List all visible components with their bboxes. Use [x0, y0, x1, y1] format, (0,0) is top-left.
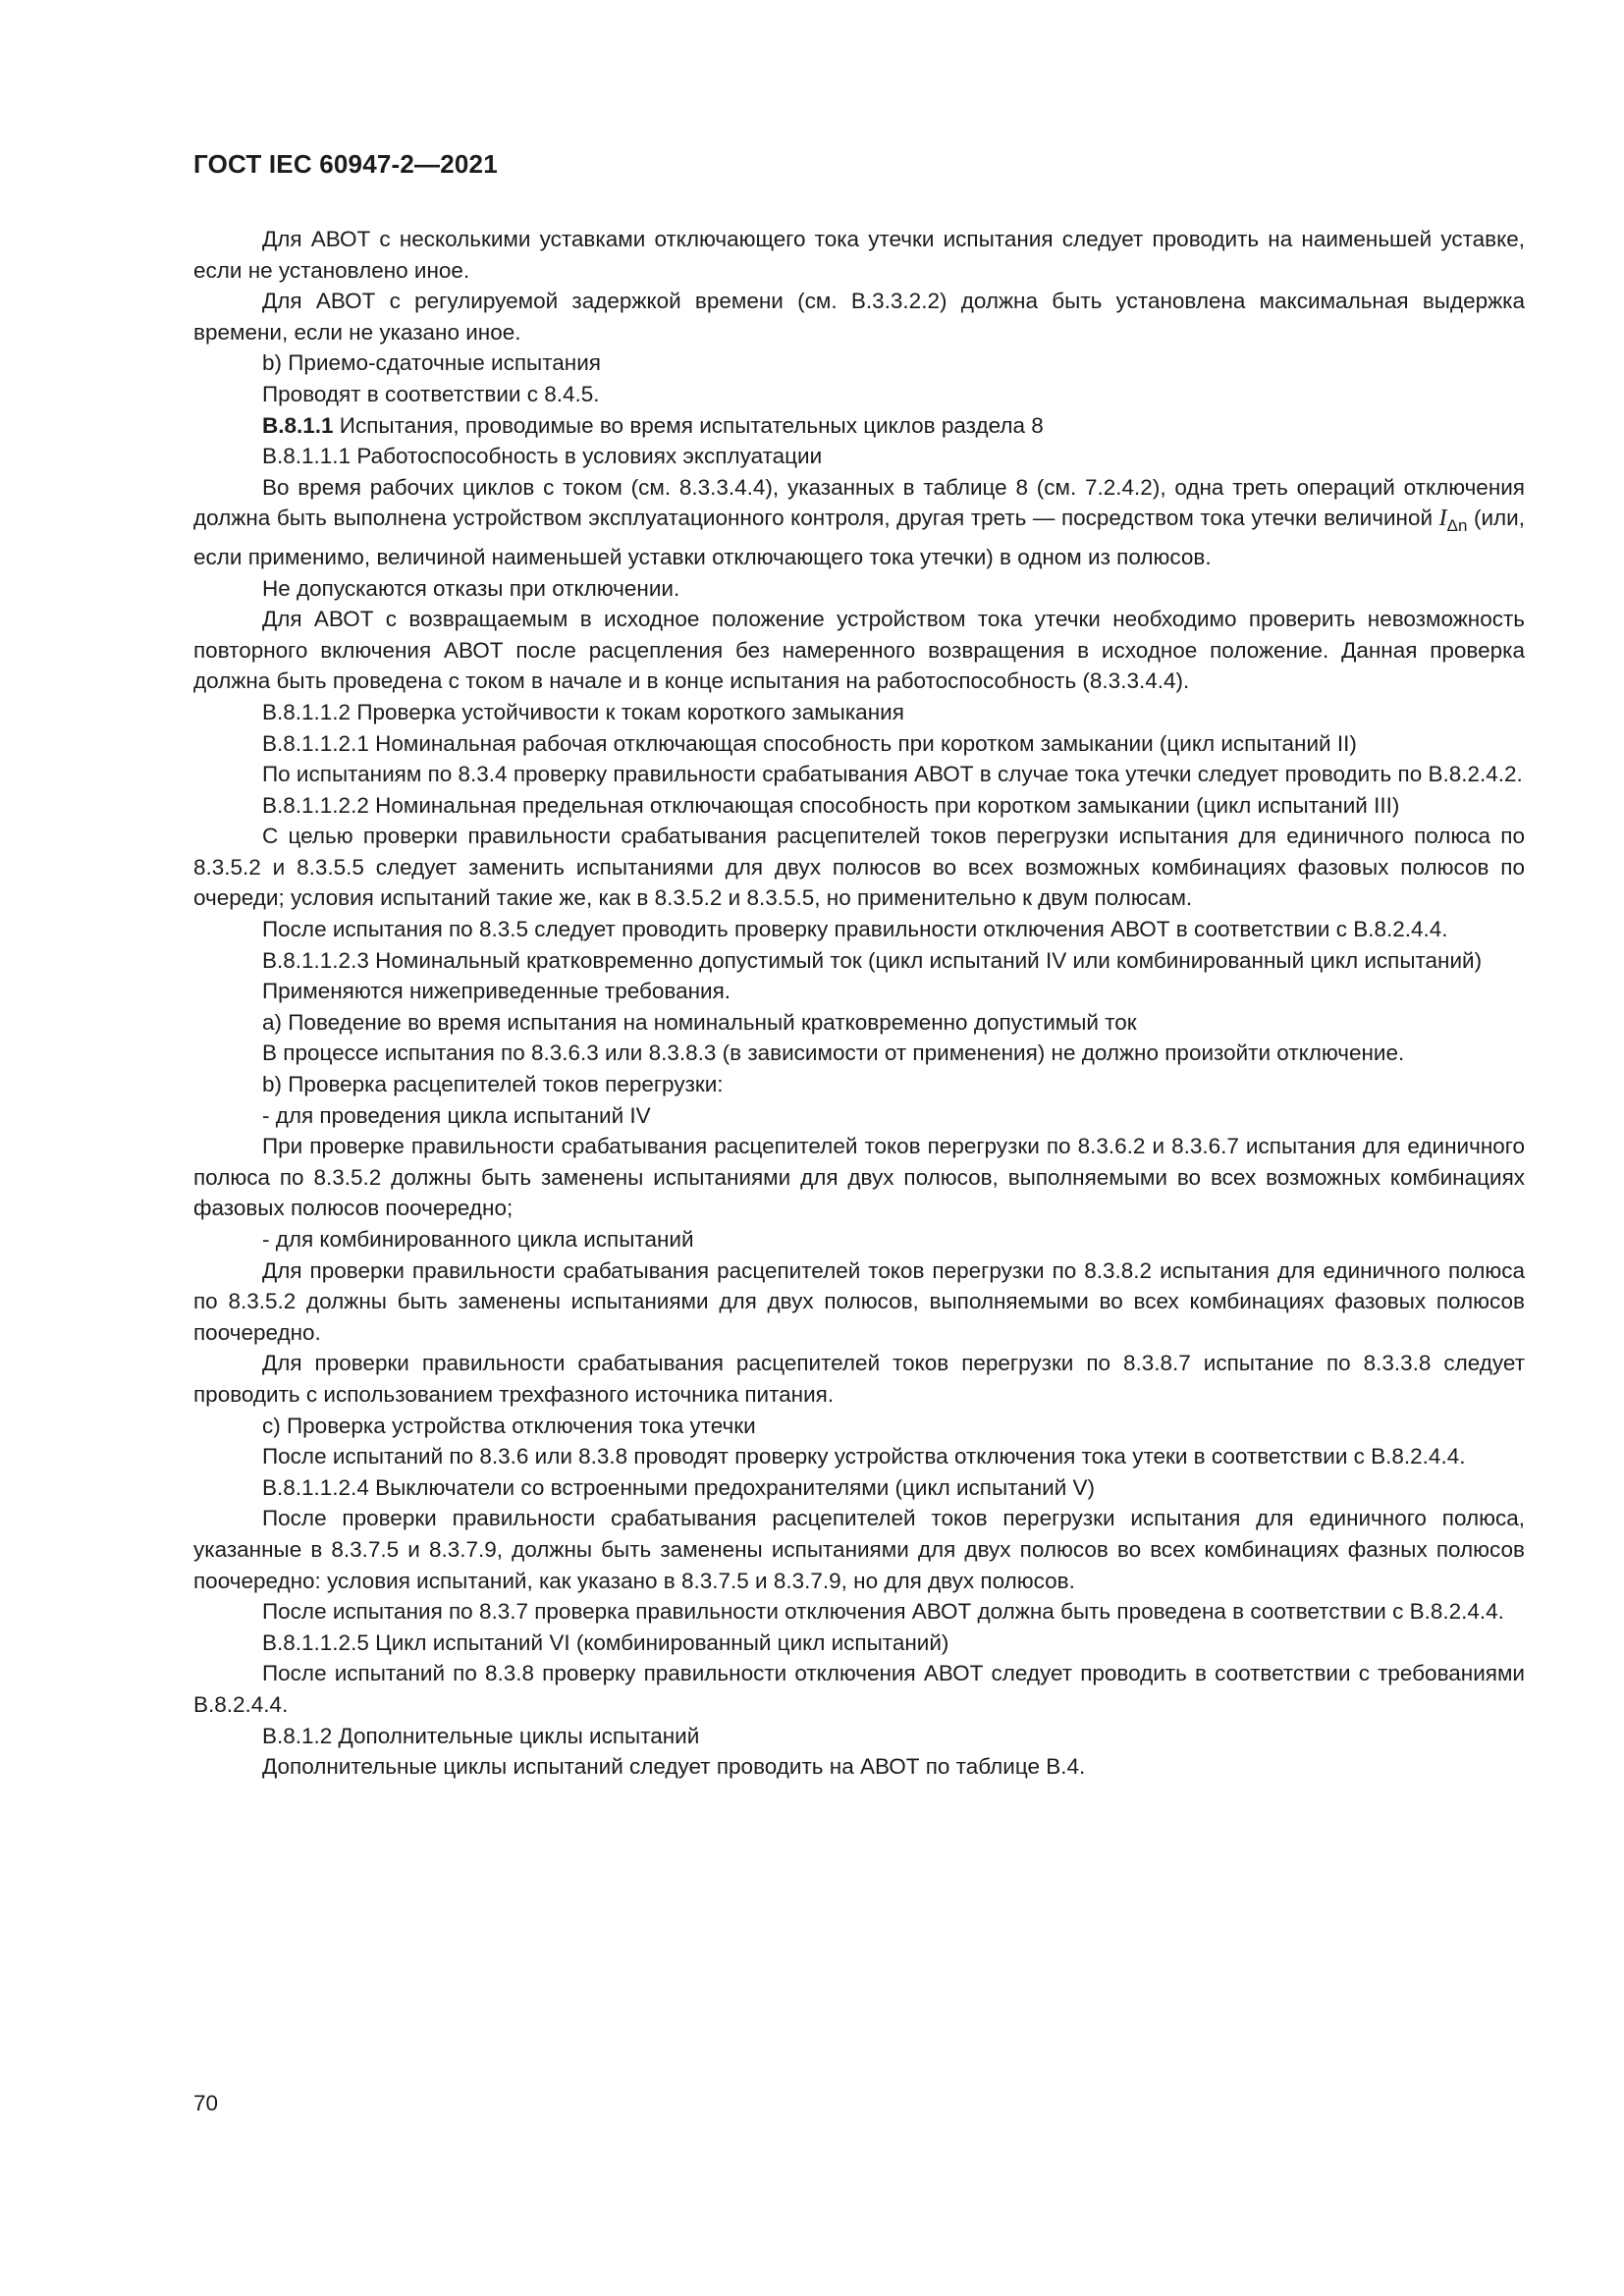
- paragraph: Проводят в соответствии с 8.4.5.: [262, 381, 600, 406]
- paragraph: После испытания по 8.3.7 проверка правильности отключения АВОТ должна быть проведена в соответствии с B.8.2.4.4.: [262, 1599, 1504, 1625]
- paragraph: Во время рабочих циклов с током (см. 8.3.3.4.4), указанных в таблице 8 (см. 7.2.4.2), одна треть операций отключения должна быть выполнена устройством эксплуатационного контроля, другая треть — посредством тока утечки величиной $I_{\Delta n}$ (или, если применимо, величиной наименьшей уставки отключающего тока утечки) в одном из полюсов.: [193, 474, 1525, 569]
- paragraph: Для проверки правильности срабатывания расцепителей токов перегрузки по 8.3.8.2 испытания для единичного полюса по 8.3.5.2 должны быть заменены испытаниями для двух полюсов, выполняемыми во всех комбинациях фазовых полюсов поочередно.: [193, 1257, 1525, 1345]
- paragraph: Для проверки правильности срабатывания расцепителей токов перегрузки по 8.3.8.7 испытание по 8.3.3.8 следует проводить с использованием трехфазного источника питания.: [193, 1351, 1525, 1407]
- subsection-heading: B.8.1.1.2.1 Номинальная рабочая отключающая способность при коротком замыкании (цикл испытаний II): [262, 730, 1357, 756]
- paragraph: При проверке правильности срабатывания расцепителей токов перегрузки по 8.3.6.2 и 8.3.6.7 испытания для единичного полюса по 8.3.5.2 должны быть заменены испытаниями для двух полюсов, выполняемыми во всех возможных комбинациях фазовых полюсов поочередно;: [193, 1134, 1525, 1221]
- paragraph: После испытаний по 8.3.8 проверку правильности отключения АВОТ следует проводить в соответствии с требованиями B.8.2.4.4.: [193, 1661, 1525, 1717]
- subsection-heading: B.8.1.2 Дополнительные циклы испытаний: [262, 1723, 700, 1748]
- subsection-heading: B.8.1.1.1 Работоспособность в условиях эксплуатации: [262, 444, 823, 469]
- paragraph: После проверки правильности срабатывания расцепителей токов перегрузки испытания для единичного полюса, указанные в 8.3.7.5 и 8.3.7.9, должны быть заменены испытаниями для двух полюсов во всех комбинациях фазных полюсов поочередно: условия испытаний, как указано в 8.3.7.5 и 8.3.7.9, но для двух полюсов.: [193, 1506, 1525, 1593]
- page-number: 70: [193, 2091, 219, 2115]
- subsection-heading: B.8.1.1.2.4 Выключатели со встроенными предохранителями (цикл испытаний V): [262, 1474, 1096, 1500]
- list-item: b) Приемо-сдаточные испытания: [262, 350, 601, 376]
- list-item: a) Поведение во время испытания на номинальный кратковременно допустимый ток: [262, 1009, 1137, 1035]
- document-header-title: ГОСТ IEC 60947-2—2021: [193, 149, 498, 179]
- document-body: [193, 224, 1525, 1783]
- list-item: - для проведения цикла испытаний IV: [262, 1102, 651, 1128]
- rated-residual-current-symbol: I: [1438, 506, 1447, 532]
- paragraph: После испытания по 8.3.5 следует проводить проверку правильности отключения АВОТ в соответствии с B.8.2.4.4.: [262, 917, 1448, 942]
- section-title: Испытания, проводимые во время испытательных циклов раздела 8: [333, 412, 1044, 438]
- symbol-subscript: Δn: [1446, 516, 1468, 536]
- section-heading: [193, 410, 1525, 442]
- paragraph: Дополнительные циклы испытаний следует проводить на АВОТ по таблице B.4.: [262, 1754, 1086, 1780]
- subsection-heading: B.8.1.1.2.2 Номинальная предельная отключающая способность при коротком замыкании (цикл испытаний III): [262, 792, 1400, 818]
- subsection-heading: B.8.1.1.2 Проверка устойчивости к токам короткого замыкания: [262, 699, 904, 724]
- list-item: - для комбинированного цикла испытаний: [262, 1227, 694, 1252]
- paragraph: Для АВОТ с возвращаемым в исходное положение устройством тока утечки необходимо проверить невозможность повторного включения АВОТ после расцепления без намеренного возвращения в исходное положение. Данная проверка должна быть проведена с током в начале и в конце испытания на работоспособность (8.3.3.4.4).: [193, 607, 1525, 694]
- section-number: B.8.1.1: [262, 412, 334, 438]
- paragraph: Для АВОТ с несколькими уставками отключающего тока утечки испытания следует проводить на наименьшей уставке, если не установлено иное.: [193, 227, 1525, 283]
- paragraph: В процессе испытания по 8.3.6.3 или 8.3.8.3 (в зависимости от применения) не должно произойти отключение.: [262, 1041, 1405, 1066]
- paragraph: Применяются нижеприведенные требования.: [262, 979, 731, 1004]
- paragraph: После испытаний по 8.3.6 или 8.3.8 проводят проверку устройства отключения тока утеки в соответствии с B.8.2.4.4.: [262, 1444, 1466, 1469]
- paragraph: С целью проверки правильности срабатывания расцепителей токов перегрузки испытания для единичного полюса по 8.3.5.2 и 8.3.5.5 следует заменить испытаниями для двух полюсов во всех возможных комбинациях фазовых полюсов по очереди; условия испытаний такие же, как в 8.3.5.2 и 8.3.5.5, но применительно к двум полюсам.: [193, 824, 1525, 911]
- paragraph: По испытаниям по 8.3.4 проверку правильности срабатывания АВОТ в случае тока утечки следует проводить по B.8.2.4.2.: [262, 762, 1523, 787]
- list-item: c) Проверка устройства отключения тока утечки: [262, 1413, 756, 1438]
- subsection-heading: B.8.1.1.2.5 Цикл испытаний VI (комбинированный цикл испытаний): [262, 1629, 949, 1655]
- subsection-heading: B.8.1.1.2.3 Номинальный кратковременно допустимый ток (цикл испытаний IV или комбинированный цикл испытаний): [262, 947, 1483, 973]
- paragraph: Не допускаются отказы при отключении.: [262, 575, 680, 601]
- list-item: b) Проверка расцепителей токов перегрузки:: [262, 1072, 724, 1097]
- paragraph: Для АВОТ с регулируемой задержкой времени (см. B.3.3.2.2) должна быть установлена максимальная выдержка времени, если не указано иное.: [193, 289, 1525, 345]
